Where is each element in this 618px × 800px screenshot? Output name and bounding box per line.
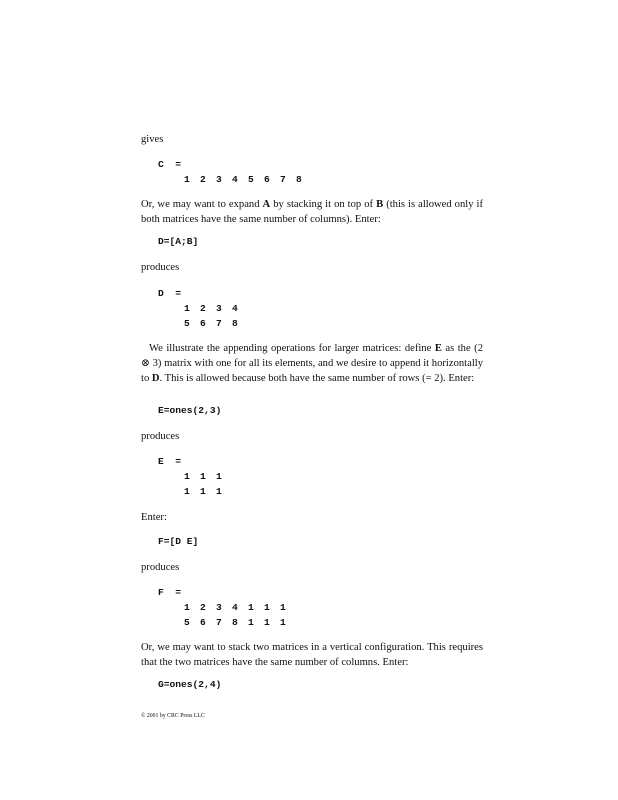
matrix-cell: 3: [216, 602, 222, 613]
matrix-cell: 2: [200, 174, 206, 185]
matrix-cell: 1: [216, 486, 222, 497]
command-e: E=ones(2,3): [158, 405, 222, 416]
matrix-cell: 1: [248, 617, 254, 628]
matrix-cell: 7: [216, 318, 222, 329]
matrix-cell: 5: [184, 617, 190, 628]
command-g: G=ones(2,4): [158, 679, 222, 690]
paragraph-append: We illustrate the appending operations for larger matrices: define E as the (2 ⊗ 3) matrix with one for all its elements, and we desire to append it horizontally to D. This is allowed because both have the same number of rows (= 2). Enter:: [141, 343, 483, 384]
matrix-d-row-2: [184, 318, 248, 330]
matrix-cell: 1: [184, 303, 190, 314]
text-produces-d: produces: [141, 262, 180, 273]
matrix-cell: 8: [232, 318, 238, 329]
matrix-cell: 6: [200, 617, 206, 628]
text-produces-e: produces: [141, 431, 180, 442]
matrix-f-row-2: [184, 617, 296, 629]
text-enter: Enter:: [141, 512, 167, 523]
matrix-cell: 3: [216, 303, 222, 314]
matrix-d-row-1: [184, 303, 248, 315]
matrix-cell: 5: [248, 174, 254, 185]
matrix-d-ref: D: [151, 373, 160, 384]
matrix-cell: 1: [184, 471, 190, 482]
matrix-cell: 6: [200, 318, 206, 329]
matrix-cell: 2: [200, 303, 206, 314]
matrix-c-row: [184, 174, 312, 186]
matrix-cell: 1: [248, 602, 254, 613]
matrix-cell: 2: [200, 602, 206, 613]
matrix-cell: 1: [280, 602, 286, 613]
matrix-cell: 1: [280, 617, 286, 628]
matrix-a-ref: A: [262, 199, 271, 210]
matrix-cell: 7: [280, 174, 286, 185]
matrix-b-ref: B: [376, 199, 384, 210]
matrix-cell: 8: [296, 174, 302, 185]
matrix-f-label: F =: [158, 587, 182, 598]
matrix-e-row-2: [184, 486, 232, 498]
matrix-cell: 1: [184, 174, 190, 185]
matrix-cell: 1: [216, 471, 222, 482]
matrix-cell: 1: [184, 486, 190, 497]
matrix-cell: 4: [232, 303, 238, 314]
matrix-cell: 4: [232, 174, 238, 185]
matrix-d-label: D =: [158, 288, 182, 299]
matrix-cell: 5: [184, 318, 190, 329]
matrix-cell: 1: [200, 471, 206, 482]
matrix-c-label: C =: [158, 159, 182, 170]
matrix-cell: 7: [216, 617, 222, 628]
matrix-cell: 1: [264, 602, 270, 613]
paragraph-stack-ab: Or, we may want to expand A by stacking it on top of B (this is allowed only if both matrices have the same number of columns). Enter:: [141, 199, 484, 225]
copyright-footer: © 2001 by CRC Press LLC: [141, 713, 205, 719]
matrix-cell: 3: [216, 174, 222, 185]
matrix-cell: 6: [264, 174, 270, 185]
matrix-e-ref: E: [434, 343, 442, 354]
matrix-cell: 1: [200, 486, 206, 497]
matrix-cell: 4: [232, 602, 238, 613]
command-d: D=[A;B]: [158, 236, 199, 247]
matrix-f-row-1: [184, 602, 296, 614]
paragraph-vertical-stack: Or, we may want to stack two matrices in a vertical configuration. This requires that the two matrices have the same number of columns. Enter:: [141, 642, 483, 668]
text-gives: gives: [141, 134, 164, 145]
text-produces-f: produces: [141, 562, 180, 573]
matrix-cell: 1: [264, 617, 270, 628]
matrix-cell: 1: [184, 602, 190, 613]
matrix-e-label: E =: [158, 456, 182, 467]
matrix-cell: 8: [232, 617, 238, 628]
matrix-e-row-1: [184, 471, 232, 483]
command-f: F=[D E]: [158, 536, 199, 547]
